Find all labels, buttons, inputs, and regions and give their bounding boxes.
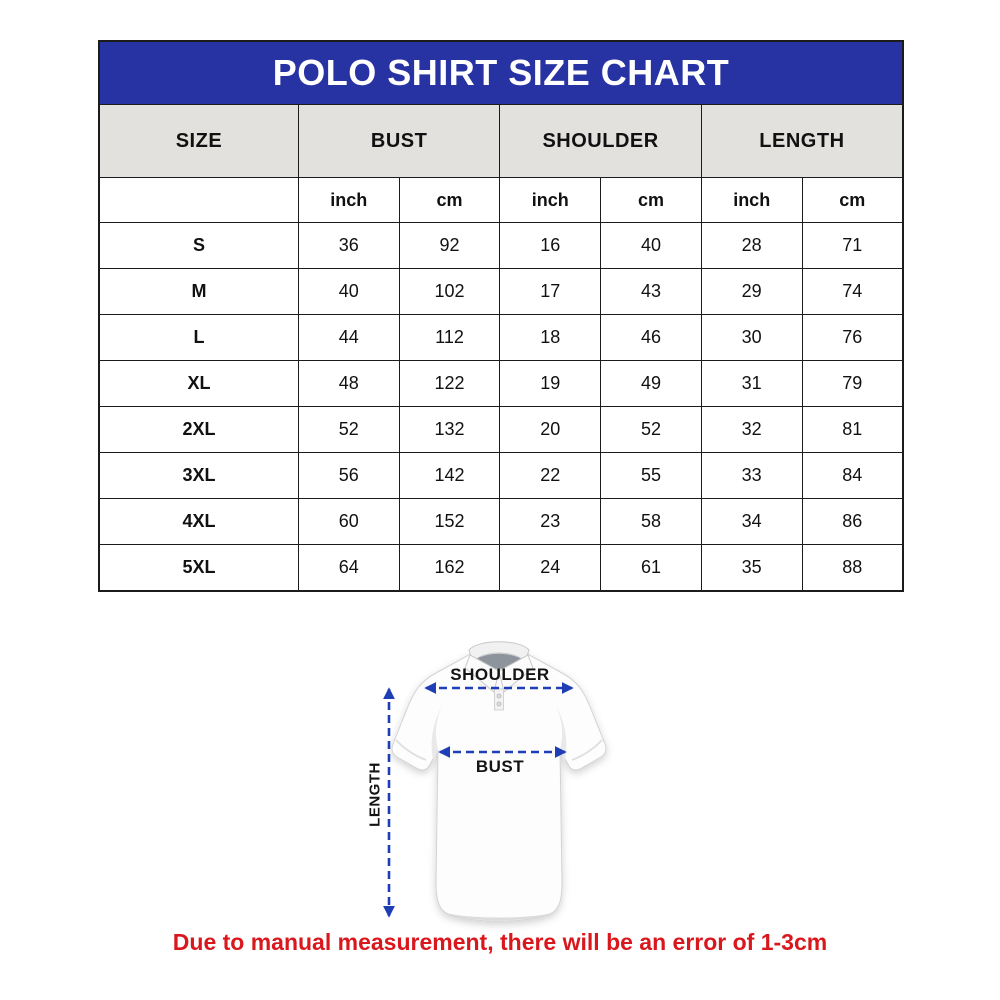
bust-measure-label: BUST	[475, 757, 525, 776]
table-cell: 40	[298, 269, 399, 315]
table-cell: 71	[802, 223, 903, 269]
size-label: 4XL	[99, 499, 298, 545]
table-cell: 46	[601, 315, 702, 361]
table-cell: 32	[701, 407, 802, 453]
column-header-shoulder: SHOULDER	[500, 105, 701, 178]
size-label: 2XL	[99, 407, 298, 453]
unit-header-row	[99, 178, 903, 223]
size-chart-table	[98, 40, 904, 592]
table-cell: 84	[802, 453, 903, 499]
table-cell: 92	[399, 223, 500, 269]
table-row	[99, 407, 903, 453]
table-cell: 30	[701, 315, 802, 361]
table-row	[99, 545, 903, 592]
table-cell: 43	[601, 269, 702, 315]
column-header-row	[99, 105, 903, 178]
measurement-error-note: Due to manual measurement, there will be an error of 1-3cm	[172, 929, 828, 955]
shirt-measurement-diagram	[350, 636, 650, 936]
table-cell: 79	[802, 361, 903, 407]
table-cell: 88	[802, 545, 903, 592]
size-label: S	[99, 223, 298, 269]
title-row	[99, 41, 903, 105]
table-cell: 52	[298, 407, 399, 453]
table-cell: 152	[399, 499, 500, 545]
table-cell: 86	[802, 499, 903, 545]
shirt-placket	[495, 689, 504, 710]
table-cell: 24	[500, 545, 601, 592]
column-header-length: LENGTH	[701, 105, 903, 178]
table-cell: 48	[298, 361, 399, 407]
size-label: L	[99, 315, 298, 361]
table-cell: 18	[500, 315, 601, 361]
shoulder-measure-label: SHOULDER	[450, 665, 550, 684]
table-cell: 55	[601, 453, 702, 499]
table-row	[99, 223, 903, 269]
table-cell: 76	[802, 315, 903, 361]
unit-cell: cm	[802, 178, 903, 223]
table-cell: 20	[500, 407, 601, 453]
size-label: M	[99, 269, 298, 315]
table-cell: 58	[601, 499, 702, 545]
table-cell: 29	[701, 269, 802, 315]
table-cell: 60	[298, 499, 399, 545]
table-cell: 40	[601, 223, 702, 269]
table-cell: 64	[298, 545, 399, 592]
table-cell: 35	[701, 545, 802, 592]
unit-cell: cm	[399, 178, 500, 223]
unit-cell-empty	[99, 178, 298, 223]
table-cell: 28	[701, 223, 802, 269]
table-cell: 142	[399, 453, 500, 499]
table-cell: 112	[399, 315, 500, 361]
table-cell: 19	[500, 361, 601, 407]
table-cell: 74	[802, 269, 903, 315]
column-header-bust: BUST	[298, 105, 499, 178]
unit-cell: inch	[500, 178, 601, 223]
shirt-button	[497, 702, 501, 706]
table-cell: 81	[802, 407, 903, 453]
size-label: 3XL	[99, 453, 298, 499]
table-cell: 56	[298, 453, 399, 499]
table-row	[99, 315, 903, 361]
size-label: XL	[99, 361, 298, 407]
unit-cell: inch	[298, 178, 399, 223]
table-cell: 36	[298, 223, 399, 269]
table-row	[99, 361, 903, 407]
shirt-button	[497, 694, 501, 698]
table-cell: 17	[500, 269, 601, 315]
table-cell: 61	[601, 545, 702, 592]
table-cell: 44	[298, 315, 399, 361]
table-cell: 122	[399, 361, 500, 407]
column-header-size: SIZE	[99, 105, 298, 178]
length-measure-label: LENGTH	[366, 762, 384, 827]
unit-cell: cm	[601, 178, 702, 223]
unit-cell: inch	[701, 178, 802, 223]
table-cell: 162	[399, 545, 500, 592]
table-cell: 49	[601, 361, 702, 407]
table-cell: 33	[701, 453, 802, 499]
table-cell: 16	[500, 223, 601, 269]
table-cell: 22	[500, 453, 601, 499]
table-cell: 23	[500, 499, 601, 545]
table-row	[99, 499, 903, 545]
table-cell: 132	[399, 407, 500, 453]
table-row	[99, 453, 903, 499]
table-row	[99, 269, 903, 315]
table-cell: 102	[399, 269, 500, 315]
page-title: POLO SHIRT SIZE CHART	[99, 41, 903, 105]
table-cell: 31	[701, 361, 802, 407]
size-label: 5XL	[99, 545, 298, 592]
table-cell: 34	[701, 499, 802, 545]
table-cell: 52	[601, 407, 702, 453]
